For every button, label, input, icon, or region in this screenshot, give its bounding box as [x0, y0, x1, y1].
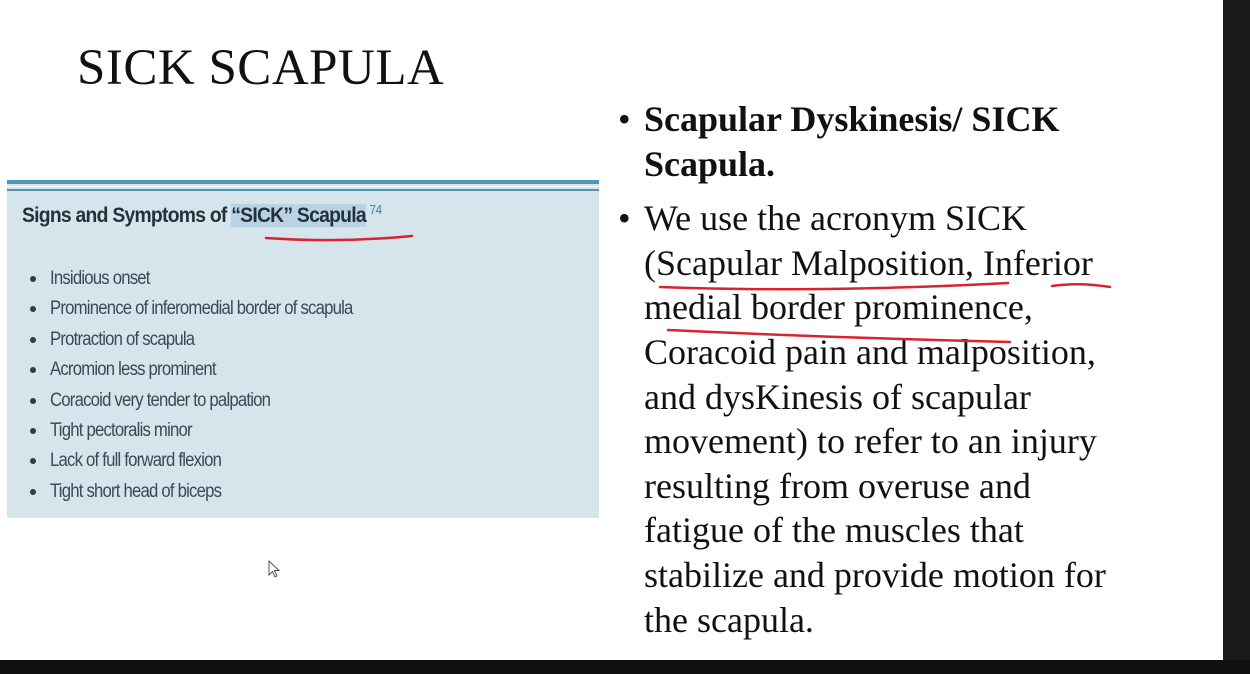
bullet-list	[618, 97, 1218, 642]
table-heading-prefix: Signs and Symptoms of	[22, 204, 232, 227]
bullet-dot-icon	[30, 306, 36, 312]
bullet-2-line: movement) to refer to an injury	[644, 421, 1097, 462]
bullet-2-line: medial border prominence,	[644, 287, 1033, 328]
bullet-dot-icon	[30, 337, 36, 343]
window-bottom-edge	[0, 660, 1250, 674]
symptom-text: Lack of full forward flexion	[50, 450, 222, 472]
symptom-item	[27, 481, 394, 511]
bullet-1-line: Scapula.	[644, 143, 776, 184]
bullet-2-line: resulting from overuse and	[644, 465, 1031, 506]
bullet-dot-icon: •	[618, 198, 631, 239]
bullet-item-1	[618, 97, 1218, 186]
table-heading-highlight: “SICK” Scapula	[231, 204, 366, 227]
bullet-2-line: and dysKinesis of scapular	[644, 376, 1031, 417]
bullet-2-line: Coracoid pain and malposition,	[644, 331, 1096, 372]
symptom-item	[27, 329, 394, 359]
bullet-dot-icon	[30, 428, 36, 434]
signs-symptoms-table	[7, 180, 599, 518]
bullet-2-line: fatigue of the muscles that	[644, 510, 1024, 551]
bullet-dot-icon	[30, 276, 36, 282]
symptom-item	[27, 390, 394, 420]
symptom-text: Tight short head of biceps	[50, 480, 222, 502]
table-rule-low	[7, 189, 599, 191]
mouse-pointer-icon	[268, 560, 282, 580]
bullet-item-2	[618, 196, 1218, 642]
slide-title: SICK SCAPULA	[77, 40, 445, 96]
table-rule-mid	[7, 186, 599, 187]
symptom-text: Prominence of inferomedial border of scapula	[50, 298, 353, 320]
symptom-item	[27, 359, 394, 389]
symptom-text: Coracoid very tender to palpation	[50, 389, 271, 411]
symptom-text: Protraction of scapula	[50, 328, 195, 350]
bullet-dot-icon: •	[618, 99, 631, 139]
bullet-dot-icon	[30, 458, 36, 464]
window-right-edge	[1223, 0, 1250, 674]
bullet-2-line: (Scapular Malposition, Inferior	[644, 242, 1093, 283]
symptom-text: Acromion less prominent	[50, 359, 216, 381]
bullet-1-line: Scapular Dyskinesis/ SICK	[644, 99, 1060, 139]
table-rule-top	[7, 180, 599, 184]
bullet-dot-icon	[30, 367, 36, 373]
symptom-text: Tight pectoralis minor	[50, 419, 192, 441]
table-heading	[22, 202, 381, 228]
symptom-item	[27, 268, 394, 298]
bullet-2-line: We use the acronym SICK	[644, 198, 1028, 239]
symptom-item	[27, 450, 394, 480]
symptom-list	[27, 268, 394, 511]
bullet-dot-icon	[30, 398, 36, 404]
symptom-item	[27, 420, 394, 450]
symptom-item	[27, 298, 394, 328]
table-heading-ref: 74	[369, 202, 382, 217]
symptom-text: Insidious onset	[50, 268, 150, 289]
bullet-2-line: the scapula.	[644, 599, 814, 640]
bullet-dot-icon	[30, 489, 36, 495]
bullet-2-line: stabilize and provide motion for	[644, 554, 1106, 595]
